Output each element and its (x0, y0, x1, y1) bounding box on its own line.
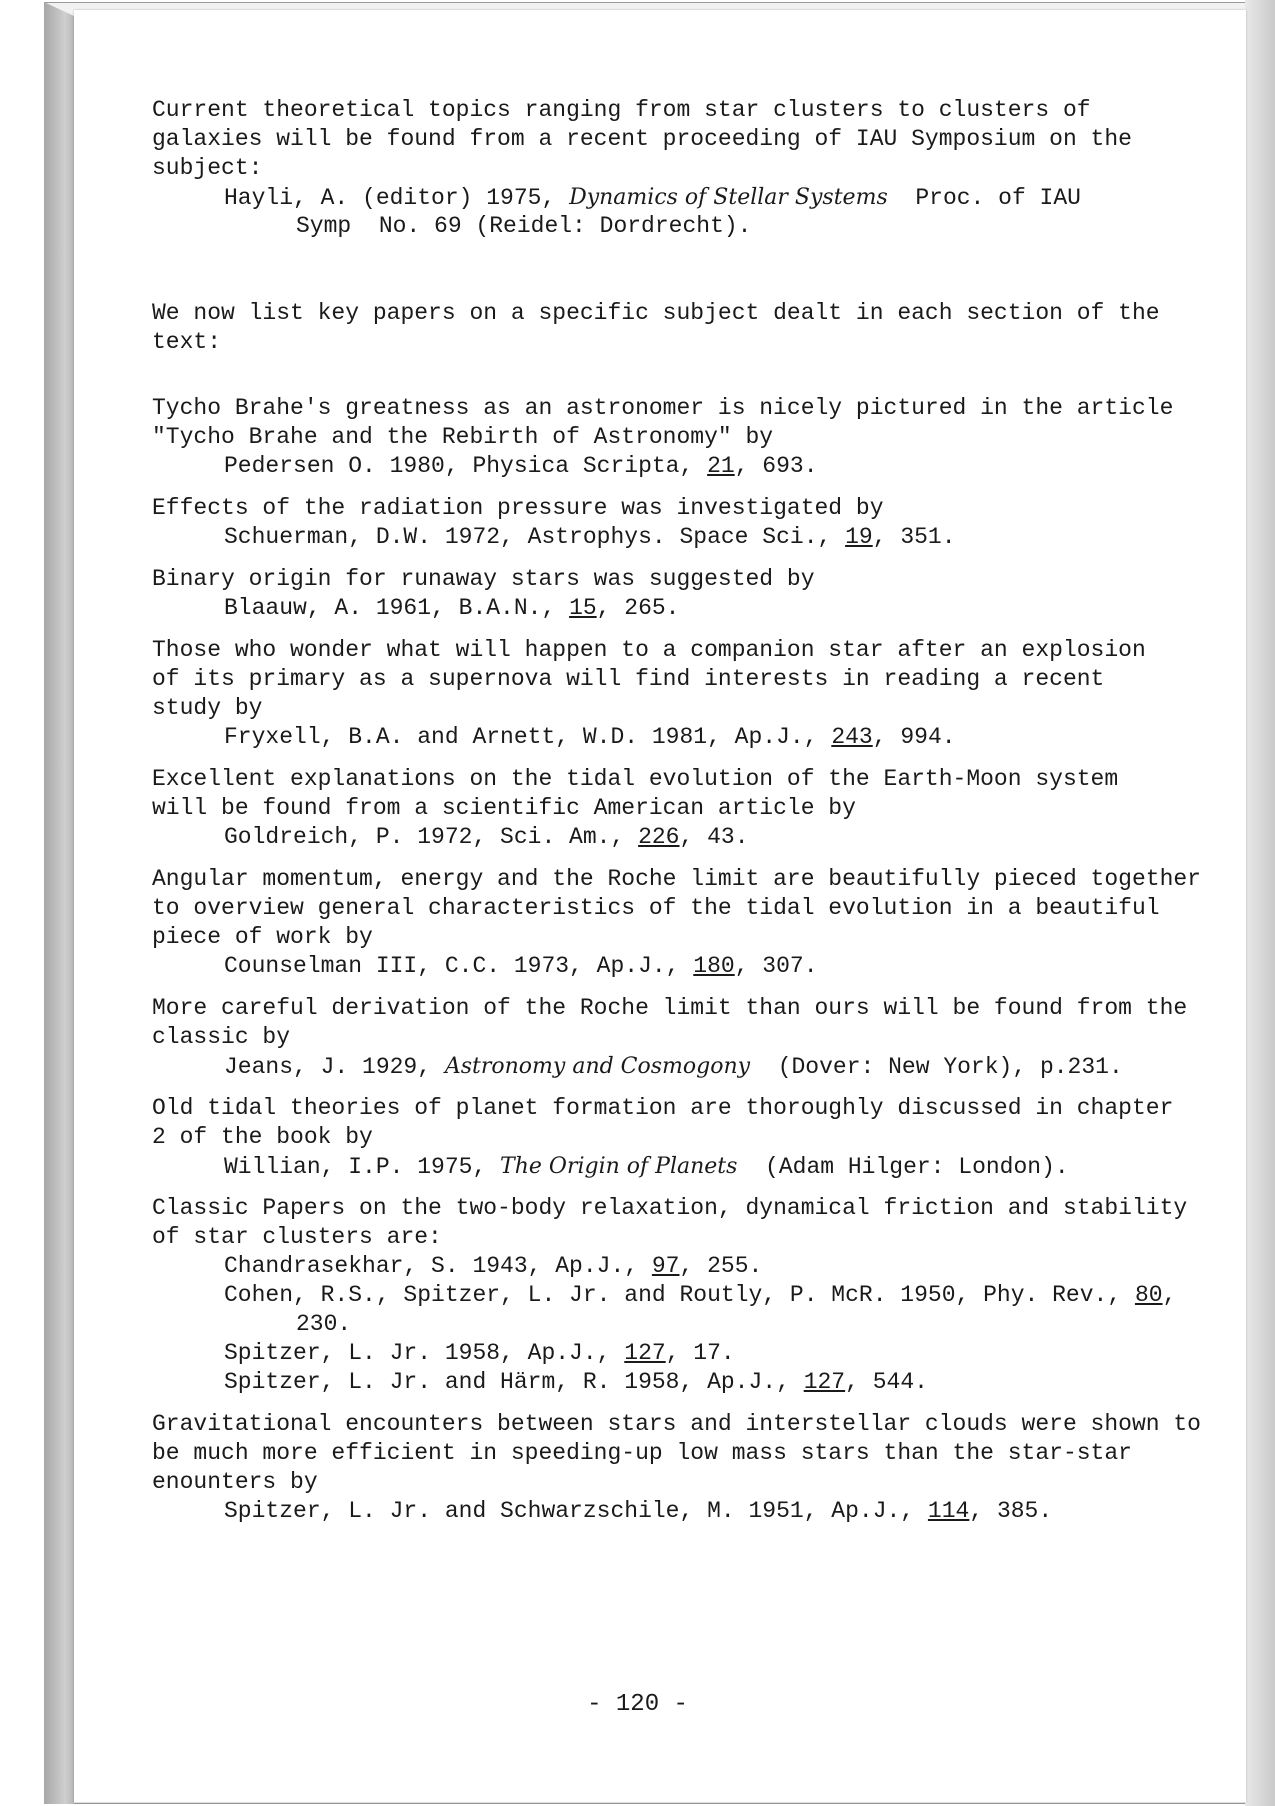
volume-number: 80 (1134, 1282, 1163, 1308)
reference-text: Chandrasekhar, S. 1943, Ap.J., (224, 1253, 652, 1279)
volume-number: 97 (651, 1253, 680, 1279)
text-line: 2 of the book by (152, 1124, 373, 1150)
reference-text: (Dover: New York), p.231. (750, 1054, 1123, 1080)
reference-continuation: Symp No. 69 (Reidel: Dordrecht). (296, 213, 752, 239)
reference-text: Cohen, R.S., Spitzer, L. Jr. and Routly, P. McR. 1950, Phy. Rev., (224, 1282, 1135, 1308)
reference (152, 1497, 1252, 1526)
reference (152, 452, 1252, 481)
text-line: Current theoretical topics ranging from star clusters to clusters of (152, 97, 1091, 123)
text-line: enounters by (152, 1469, 318, 1495)
volume-number: 15 (569, 595, 597, 621)
text-line: text: (152, 329, 222, 355)
reference-text: , 351. (872, 524, 956, 550)
volume-number: 114 (927, 1498, 970, 1524)
reference-text: Blaauw, A. 1961, B.A.N., (224, 595, 570, 621)
text-line: to overview general characteristics of the tidal evolution in a beautiful (152, 895, 1160, 921)
reference-text: , (1162, 1282, 1177, 1308)
text-line: will be found from a scientific American article by (152, 795, 856, 821)
volume-number: 19 (845, 524, 873, 550)
entry-tidal (152, 765, 1252, 852)
text-line: Gravitational encounters between stars and interstellar clouds were shown to (152, 1411, 1201, 1437)
intro-paragraph (152, 96, 1252, 241)
text-line: More careful derivation of the Roche limit than ours will be found from the (152, 995, 1188, 1021)
reference-text: , 307. (734, 953, 818, 979)
text-line: Excellent explanations on the tidal evolution of the Earth-Moon system (152, 766, 1119, 792)
reference-title: The Origin of Planets (500, 1154, 738, 1179)
page-left-edge (44, 2, 74, 1804)
reference-continuation: 230. (296, 1311, 352, 1337)
reference-text: Willian, I.P. 1975, (224, 1154, 501, 1180)
reference-text: , 17. (665, 1340, 735, 1366)
reference-text: Spitzer, L. Jr. and Schwarzschile, M. 1951, Ap.J., (224, 1498, 928, 1524)
reference-text: , 43. (679, 824, 749, 850)
volume-number: 127 (624, 1340, 666, 1366)
page-number: - 120 - (587, 1691, 688, 1718)
text-line: be much more efficient in speeding-up low mass stars than the star-star (152, 1440, 1132, 1466)
text-line: of star clusters are: (152, 1224, 442, 1250)
reference (152, 823, 1252, 852)
text-line: galaxies will be found from a recent proceeding of IAU Symposium on the (152, 126, 1132, 152)
volume-number: 21 (707, 453, 735, 479)
entry-binary (152, 565, 1252, 623)
text-line: Angular momentum, energy and the Roche limit are beautifully pieced together (152, 866, 1201, 892)
reference (152, 594, 1252, 623)
entry-gravitational-encounters (152, 1410, 1252, 1526)
entry-radiation (152, 494, 1252, 552)
text-line: Old tidal theories of planet formation are thoroughly discussed in chapter (152, 1095, 1174, 1121)
reference-text: , 693. (734, 453, 818, 479)
document-body (152, 96, 1252, 1526)
text-line: Tycho Brahe's greatness as an astronomer is nicely pictured in the article (152, 395, 1174, 421)
reference-title: Dynamics of Stellar Systems (569, 185, 888, 210)
reference-text: , 994. (872, 724, 956, 750)
reference-text: Hayli, A. (editor) 1975, (224, 185, 570, 211)
reference-text: Jeans, J. 1929, (224, 1054, 445, 1080)
reference (152, 723, 1252, 752)
reference-text: (Adam Hilger: London). (737, 1154, 1069, 1180)
reference (152, 1152, 1252, 1181)
reference (152, 1368, 1252, 1397)
reference (152, 1052, 1252, 1081)
entry-tycho (152, 394, 1252, 481)
entry-roche (152, 994, 1252, 1081)
text-line: Those who wonder what will happen to a companion star after an explosion (152, 637, 1146, 663)
reference-text: Pedersen O. 1980, Physica Scripta, (224, 453, 708, 479)
reference (152, 183, 1252, 212)
entry-angular-momentum (152, 865, 1252, 981)
text-line: Effects of the radiation pressure was investigated by (152, 495, 884, 521)
reference (152, 1252, 1252, 1281)
text-line: of its primary as a supernova will find interests in reading a recent (152, 666, 1105, 692)
reference-text: Spitzer, L. Jr. 1958, Ap.J., (224, 1340, 625, 1366)
text-line: We now list key papers on a specific subject dealt in each section of the (152, 300, 1160, 326)
reference (152, 1339, 1252, 1368)
volume-number: 243 (831, 724, 873, 750)
reference-text: Proc. of IAU (887, 185, 1081, 211)
text-line: Classic Papers on the two-body relaxation, dynamical friction and stability (152, 1195, 1188, 1221)
volume-number: 127 (803, 1369, 846, 1395)
volume-number: 180 (693, 953, 735, 979)
text-line: subject: (152, 155, 263, 181)
reference (152, 952, 1252, 981)
reference-text: Spitzer, L. Jr. and Härm, R. 1958, Ap.J., (224, 1369, 804, 1395)
text-line: study by (152, 695, 263, 721)
volume-number: 226 (638, 824, 680, 850)
reference-text: Goldreich, P. 1972, Sci. Am., (224, 824, 639, 850)
reference-text: , 385. (969, 1498, 1053, 1524)
text-line: classic by (152, 1024, 291, 1050)
text-line: piece of work by (152, 924, 373, 950)
entry-planet-formation (152, 1094, 1252, 1181)
reference-text: Fryxell, B.A. and Arnett, W.D. 1981, Ap.J., (224, 724, 832, 750)
list-intro-paragraph (152, 299, 1252, 357)
text-line: "Tycho Brahe and the Rebirth of Astronomy" by (152, 424, 774, 450)
reference-title: Astronomy and Cosmogony (444, 1054, 751, 1079)
entry-supernova (152, 636, 1252, 752)
reference-text: , 265. (596, 595, 680, 621)
reference-text: , 544. (845, 1369, 928, 1395)
reference-text: Schuerman, D.W. 1972, Astrophys. Space Sci., (224, 524, 846, 550)
reference (152, 523, 1252, 552)
reference (152, 1281, 1252, 1310)
entry-classic-papers (152, 1194, 1252, 1397)
reference-text: Counselman III, C.C. 1973, Ap.J., (224, 953, 694, 979)
text-line: Binary origin for runaway stars was suggested by (152, 566, 815, 592)
reference-text: , 255. (679, 1253, 763, 1279)
